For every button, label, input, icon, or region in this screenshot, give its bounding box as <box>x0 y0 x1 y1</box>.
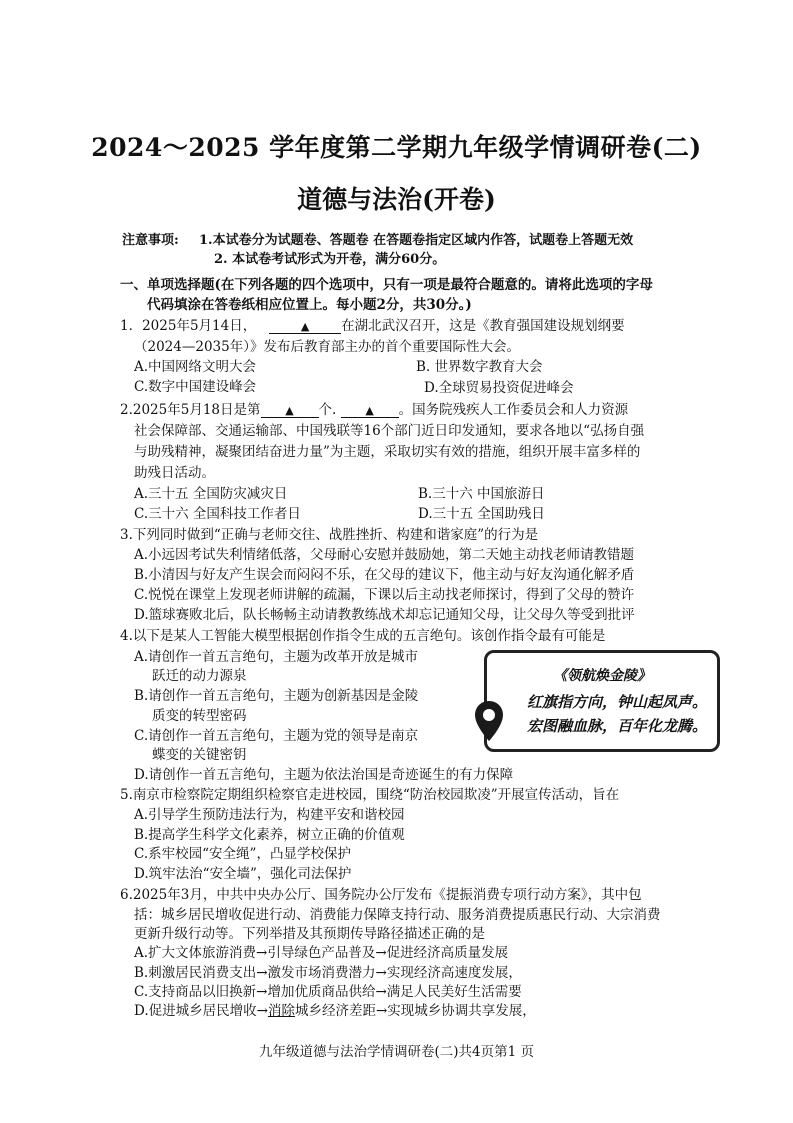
q1-stem-line-1 <box>120 314 625 334</box>
location-pin-icon <box>474 700 504 742</box>
q2-stem-line-1 <box>120 398 628 418</box>
q4-option-b-line-2: 质变的转型密码 <box>152 708 247 724</box>
q1-stem-line-2: （2024—2035年）》发布后教育部主办的首个重要国际性大会。 <box>134 339 520 355</box>
q4-stem: 4.以下是某人工智能大模型根据创作指令生成的五言绝句。该创作指令最有可能是 <box>120 628 606 644</box>
q6-option-a: A.扩大文体旅游消费→引导绿色产品普及→促进经济高质量发展 <box>134 945 509 961</box>
q6-option-d-underlined: 消除 <box>267 1003 295 1019</box>
page-subtitle: 道德与法治(开卷) <box>297 185 496 214</box>
q6-stem-line-1: 6.2025年3月，中共中央办公厅、国务院办公厅发布《提振消费专项行动方案》，其中包 <box>120 887 642 903</box>
poem-card <box>484 650 720 752</box>
q4-option-d: D.请创作一首五言绝句，主题为依法治国是奇迹诞生的有力保障 <box>134 767 514 783</box>
section-heading-line-2: 代码填涂在答卷纸相应位置上。每小题2分，共30分。) <box>147 297 472 313</box>
q2-answer-blank-1: ▲ <box>261 404 319 418</box>
q2-stem-mid: 个. <box>318 402 337 418</box>
q2-stem-pre: 2.2025年5月18日是第 <box>120 402 261 418</box>
q4-option-a-line-2: 跃迁的动力源泉 <box>152 668 247 684</box>
q6-stem-line-2: 括：城乡居民增收促进行动、消费能力保障支持行动、服务消费提质惠民行动、大宗消费 <box>134 907 661 923</box>
q4-option-c-line-2: 蝶变的关键密钥 <box>152 747 247 763</box>
notes-label: 注意事项: <box>122 233 179 248</box>
q3-option-d: D.篮球赛败北后，队长畅畅主动请教教练战术却忘记通知父母，让父母久等受到批评 <box>134 607 635 623</box>
q2-stem-line-4: 助残日活动。 <box>134 465 215 481</box>
q1-option-a: A.中国网络文明大会 <box>134 359 257 375</box>
q4-option-c-line-1: C.请创作一首五言绝句，主题为党的领导是南京 <box>134 728 419 744</box>
q1-stem-post: 在湖北武汉召开，这是《教育强国建设规划纲要 <box>341 318 625 334</box>
poem-title: 《领航焕金陵》 <box>553 668 651 684</box>
q2-option-d: D.三十五 全国助残日 <box>418 506 545 522</box>
section-heading-line-1: 一、单项选择题(在下列各题的四个选项中，只有一项是最符合题意的。请将此选项的字母 <box>120 277 653 293</box>
q5-option-d: D.筑牢法治“安全墙”，强化司法保护 <box>134 866 352 882</box>
q1-option-d: D.全球贸易投资促进峰会 <box>424 380 574 396</box>
q5-stem: 5.南京市检察院定期组织检察官走进校园，围绕“防治校园欺凌”开展宣传活动，旨在 <box>120 787 620 803</box>
q1-option-c: C.数字中国建设峰会 <box>134 379 257 395</box>
poem-line-2: 宏图融血脉，百年化龙腾。 <box>526 717 707 735</box>
q4-option-a-line-1: A.请创作一首五言绝句，主题为改革开放是城市 <box>134 649 419 665</box>
page-footer: 九年级道德与法治学情调研卷(二)共4页第1 页 <box>258 1044 534 1060</box>
q2-answer-blank-2: ▲ <box>341 404 399 418</box>
q3-option-b: B.小清因与好友产生误会而闷闷不乐，在父母的建议下，他主动与好友沟通化解矛盾 <box>134 567 635 583</box>
q5-option-a: A.引导学生预防违法行为，构建平安和谐校园 <box>134 807 405 823</box>
notes-line-1: 1.本试卷分为试题卷、答题卷 在答题卷指定区域内作答，试题卷上答题无效 <box>199 233 634 248</box>
q1-option-b: B. 世界数字教育大会 <box>416 359 543 375</box>
q1-answer-blank: ▲ <box>269 320 341 334</box>
q6-option-d <box>134 999 536 1019</box>
q6-stem-line-3: 更新升级行动等。下列举措及其预期传导路径描述正确的是 <box>134 926 485 942</box>
poem-line-1: 红旗指方向，钟山起凤声。 <box>526 693 707 711</box>
q4-option-b-line-1: B.请创作一首五言绝句，主题为创新基因是金陵 <box>134 688 419 704</box>
page-title: 2024～2025 学年度第二学期九年级学情调研卷(二) <box>91 133 702 162</box>
q2-stem-line-3: 与助残精神，凝聚团结奋进力量”为主题，采取切实有效的措施，组织开展丰富多样的 <box>134 444 641 460</box>
q5-option-c: C.系牢校园“安全绳”，凸显学校保护 <box>134 846 351 862</box>
q5-option-b: B.提高学生科学文化素养，树立正确的价值观 <box>134 827 405 843</box>
q3-option-c: C.悦悦在课堂上发现老师讲解的疏漏，下课以后主动找老师探讨，得到了父母的赞许 <box>134 587 635 603</box>
q3-option-a: A.小远因考试失利情绪低落，父母耐心安慰并鼓励她，第二天她主动找老师请教错题 <box>134 547 635 563</box>
q2-stem-post: 。国务院残疾人工作委员会和人力资源 <box>398 402 629 418</box>
q2-option-c: C.三十六 全国科技工作者日 <box>134 506 301 522</box>
q2-option-b: B.三十六 中国旅游日 <box>418 486 545 502</box>
q3-stem: 3.下列同时做到“正确与老师交往、战胜挫折、构建和谐家庭”的行为是 <box>120 527 539 543</box>
q1-stem-pre: 1．2025年5月14日， <box>120 318 257 334</box>
q6-option-d-pre: D.促进城乡居民增收→ <box>134 1003 268 1019</box>
notes-line-2: 2. 本试卷考试形式为开卷，满分60分。 <box>214 252 446 267</box>
q6-option-d-post: 城乡经济差距→实现城乡协调共享发展， <box>294 1003 536 1019</box>
q2-option-a: A.三十五 全国防灾减灾日 <box>134 486 288 502</box>
q2-stem-line-2: 社会保障部、交通运输部、中国残联等16个部门近日印发通知，要求各地以“弘扬自强 <box>134 423 645 439</box>
q6-option-c: C.支持商品以旧换新→增加优质商品供给→满足人民美好生活需要 <box>134 984 522 1000</box>
q6-option-b: B.刺激居民消费支出→激发市场消费潜力→实现经济高速度发展， <box>134 965 522 981</box>
